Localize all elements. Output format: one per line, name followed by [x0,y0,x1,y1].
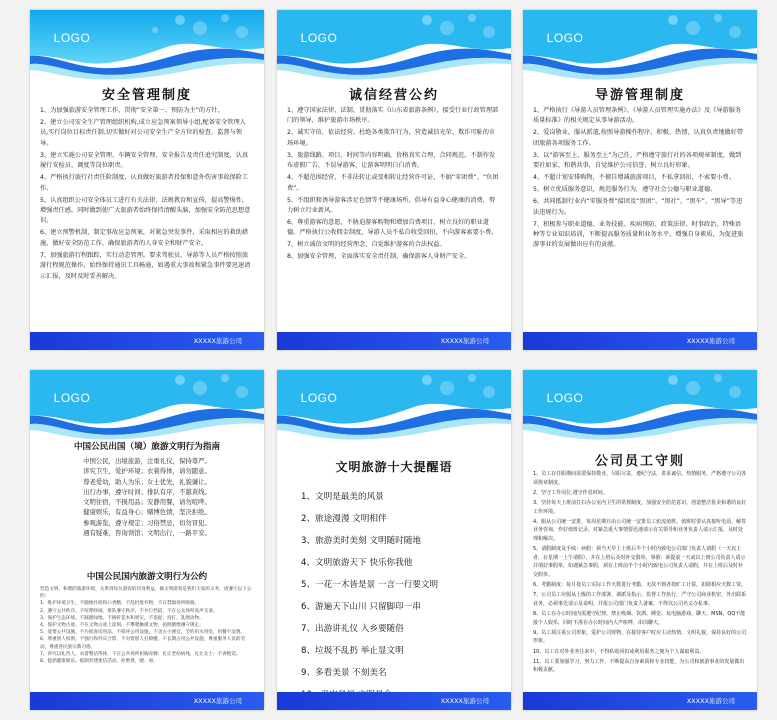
list-item: 3、旅游美时美刻 文明随时随地 [301,536,421,546]
logo: LOGO [546,31,584,45]
paragraph: 3、旅游线路、项目、时间等内容明确，价格真实合理，合同规范。不制作发布虚假广告，不误导游客，让游客明明白白消费。 [287,151,496,170]
board-safety-management [30,10,264,350]
paragraph: 2、爱岗敬业，服从派遣,按照导游操作程序，积极、热情、认真负责地做好带团旅游各项服务工作。 [533,129,744,147]
footer-company: XXXXX旅游公司 [193,697,242,705]
footer-company: XXXXX旅游公司 [686,337,735,345]
reminder-list [301,486,501,706]
list-item: 7、出游讲礼仪 入乡要随俗 [301,624,404,634]
board-title: 文明旅游十大提醒语 [335,460,453,474]
paragraph: 7、公司员工应服从上级的工作部署、调派及指示，监督工作执行。严守公司商业机密，外出联系业务，必须事先请示及说明，并报公司部门负责人备案，不得以公司名义办私事。 [533,592,747,607]
verse-line: 遇有疑难，咨询领馆；文明出行，一路平安。 [83,529,211,538]
board-title: 导游管理制度 [594,88,685,103]
logo: LOGO [300,31,338,45]
board-ten-reminders [277,370,511,710]
board-title: 公司员工守则 [594,454,685,469]
paragraph: 营造文明、和谐的旅游环境，关系到每位游客的切身利益，做文明游客是我们大家的义务，请遵守以下公约： [40,587,252,600]
footer-company: XXXXX旅游公司 [193,337,242,345]
paragraph: 5、认真组织公司安全体员工进行有关法律、法规教育和宣传，提高警惕性，增强责任感。同时做到使广大旅游者始终保持清醒头脑，加强安全防范思想意识。 [40,196,251,225]
convention-body [40,586,254,686]
paragraph: 7、讲究以礼待人。衣着整洁得体，不在公共场所袒胸赤膊；礼让老幼病残，礼让女士；不讲粗话。 [40,651,241,657]
board-civilized-travel-guidelines [30,370,264,710]
paragraph: 5、不组织和诱导游客涉足色情等不健康场所，倡导有益身心健康的消费，努力树立行业新风。 [287,196,496,215]
list-item: 1、文明是最美的风景 [301,492,384,502]
footer-bar [523,332,757,350]
verse-line: 出行办事，遵守时间；排队有序，不越黄线。 [83,487,211,496]
board-guide-management [523,10,757,350]
footer-bar [277,692,511,710]
paragraph: 6、尊重游客的意愿，不胁迫游客购物和增加自费项目，树立良好的职业道德。严格执行公收佣金制度，导游人员不私自收受回扣，不向游客索要小费。 [287,219,498,237]
paragraph: 2、坚守工作岗位,遵守作息时间。 [533,489,608,496]
paragraph: 8、提倡健康娱乐。抵制封建迷信活动，拒绝黄、赌、毒。 [40,659,158,665]
list-item: 6、游遍天下山川 只留脚印一串 [301,602,421,612]
paragraph: 7、积极参与职业道德、业务技能、疾病预防、政策法律、时事政治、特殊语种等专业知识培训，不断提高服务质量和业务水平，增强自身素质，为促进旅游事业的发展做出应有的贡献。 [533,220,744,249]
paragraph: 6、尊重别人权利。不强行和外宾合影，不对着别人打喷嚏，不长期占用公共设施，尊重服务人员的劳动，尊重各民族宗教习俗。 [40,637,246,650]
board-body [40,106,254,324]
verse-line: 讲究卫生，爱护环境；衣着得体，请勿随意。 [83,467,211,476]
paragraph: 8、员工在办公时间内需遵守纪律，禁止吸烟、饮酒、睡觉、玩电脑游戏、聊天、MSN、QQ不能接个人娱乐，同时不准在办公时间内大声喧哗，串岗聊天。 [533,611,746,626]
footer-company: XXXXX旅游公司 [440,337,489,345]
paragraph: 2、建立公司安全生产管理组织机构,成立应急预案领导小组,配备安全管理人员,实行岗位目标责任制,切实做好对公司安全生产全方位的检查、监督与领导。 [40,119,246,147]
board-body [533,106,747,324]
verse-line: 文明住宿，不损用品；安静用餐，请勿喧哗。 [83,498,211,507]
list-item: 8、垃圾不乱扔 举止显文明 [301,646,404,656]
verse-line: 尊老爱幼，助人为乐；女士优先，礼貌谦让。 [83,477,211,486]
list-item: 5、一花一木皆是景 一言一行要文明 [301,580,439,590]
paragraph: 4、服从公司统一安排，每周星期日由公司统一安排员工轮流值班，值班时要认真接听电话，解答业务咨询，作好值班记录，对紧急重大事情要迅速请示有关领导和业务负责人请示汇报，及时处理和解决。 [533,518,747,542]
logo: LOGO [53,31,91,45]
footer-company: XXXXX旅游公司 [440,697,489,705]
verse-line: 参观游览，遵守规定；习俗禁忌，切勿冒犯。 [83,518,211,527]
guideline-verses [48,456,246,568]
board-body [287,106,501,324]
footer-bar [523,692,757,710]
logo: LOGO [546,391,584,405]
paragraph: 5、树立优质服务意识，规范服务行为，遵守社会公德与职业道德。 [533,186,717,194]
footer-bar [30,332,264,350]
footer-bar [277,332,511,350]
paragraph: 5、爱惜公共设施。不污损客房用品，不损坏公用设施，不贪占小便宜，节约用水用电，用餐不浪费。 [40,630,246,636]
paragraph: 10、员工在对外业务往来中，不得私收回扣或利用职务之便为个人谋取利益。 [533,648,705,655]
paragraph: 2、诚实守信，依法经营。杜绝各类欺诈行为，营造诚信光荣、欺诈可耻的市场环境。 [287,129,496,147]
board-employee-code [523,370,757,710]
board-title: 诚信经营公约 [348,88,439,103]
paragraph: 3、保护生态环境。不踩踏绿地，不摘折花木和果实，不追捉、投打、乱喂动物。 [40,615,204,621]
paragraph: 7、树立诚信文明的经营理念，自觉维护游客的合法权益。 [287,241,446,249]
paragraph: 3、坚持每天上班前打扫办公室内卫生的常规制度，加强安全防范意识，创造整洁优美和谐的良好工作环境。 [533,499,747,515]
paragraph: 3、建立实施公司安全管理、车辆安全管理、安全报告及责任追究制度，认真履行安检员、调度等岗位职责。 [40,151,249,170]
paragraph: 11、员工要加强学习，努力工作，不断提高自身素质和专业技能，为公司和旅游事业的发展做出积极贡献。 [533,658,745,674]
paragraph: 8、加强安全管理，全面落实安全责任制，确保游客人身财产安全。 [287,253,471,261]
paragraph: 6、考勤制度：每月按员工实际工作天数进行考勤，无故不到者按旷工计算，扣除相应天数工资。 [533,582,747,589]
board-subtitle: 中国公民国内旅游文明行为公约 [86,572,208,582]
paragraph: 5、请假制度及手续：病假：须当天早上上班后半个小时内致电公司部门负责人请假（一天以上者，在星期一上午请假），并在上班后及时补交假单。事假：须提前一天或以上到公司负责人请示并填好事假单，如遇紧急事假，须在上班前半个小时内致电公司负责人请假，并在上班后及时补交假单。 [533,546,746,578]
board-body [533,470,747,684]
list-item: 4、文明旅游天下 快乐你我他 [301,558,413,568]
footer-company: XXXXX旅游公司 [686,697,735,705]
board-integrity-convention [277,10,511,350]
logo: LOGO [53,391,91,405]
paragraph: 4、保护文物古迹。不在文物古迹上涂刻，不攀爬触摸文物，拍照摄像遵守规定。 [40,623,204,629]
paragraph: 1、员工在任职期间需要保持敬业、尽职尽责，遵纪守法，讲求诚信、热情服务，严格遵守公司各项规章制度。 [533,471,747,486]
footer-bar [30,692,264,710]
verse-line: 健康娱乐，有益身心；赌博色情，坚决拒绝。 [83,508,211,517]
paragraph: 9、员工须注重公司形象，爱护公司财物，在接待客户时应主动热情、文明礼貌，保持良好的公司形象。 [533,629,747,645]
paragraph: 4、不超范围经营，不非法转让或变相转让经营许可证，不搞“零团费”、“负团费”。 [287,174,499,192]
list-item: 2、旅途漫漫 文明相伴 [301,514,387,524]
paragraph: 6、共同抵制行业内“零服务费”接团及“黑团”、“黑社”、“黑车”、“黑导”等违法违规行为。 [533,198,743,216]
paragraph: 6、建立预警机制，制定事故应急预案，对紧急突发事件，采取相应的救助措施，做好安全防范工作，确保旅游者的人身安全和财产安全。 [40,229,249,247]
board-title: 安全管理制度 [101,88,192,103]
logo: LOGO [300,391,338,405]
paragraph: 1、维护环境卫生。不随地吐痰和口香糖，不乱扔废弃物，不在禁烟场所吸烟。 [40,601,200,607]
paragraph: 1、严格执行《导游人员管理条例》、《导游人员管理实施办法》及《导游服务质量标准》的相关规定从事导游活动。 [533,107,742,125]
paragraph: 2、遵守公共秩序。不喧哗吵闹，排队遵守秩序，不并行挡道，不在公众场所高声交谈。 [40,608,218,614]
board-title: 中国公民出国（境）旅游文明行为指南 [73,442,221,452]
list-item: 9、多看美景 不刻美名 [301,668,387,678]
verse-line: 中国公民，出境旅游，注重礼仪，保持尊严。 [83,457,211,465]
paragraph: 4、不超计划安排购物，不擅自增减旅游项目，不私拿回扣，不索要小费。 [533,174,735,182]
paragraph: 1、为加强旅游安全管理工作，贯彻“安全第一、预防为主”的方针。 [40,107,224,114]
paragraph: 3、以“游客至上，服务至上”为己任，严格遵守旅行社的各项规章制度，做到要社如家、和谐共事，自觉维护公司信誉，树立良好形象。 [533,151,742,170]
paragraph: 4、严格执行旅行社责任险制度，认真做好旅游者投保和意外伤害事故保险工作。 [40,174,249,192]
paragraph: 1、遵守国家法律、法制，贯彻落实《山东省旅游条例》，接受行业行政管理部门的领导，维护旅游市场秩序。 [287,107,499,125]
paragraph: 7、加强旅游行程跟踪，实行动态管理。要求驾驶员、导游等人员严格按照旅游行程规范操作，始终保持通讯工具畅通，如遇重大事故和紧急事件要迅速请示汇报，及时及时妥善解决。 [40,251,251,280]
